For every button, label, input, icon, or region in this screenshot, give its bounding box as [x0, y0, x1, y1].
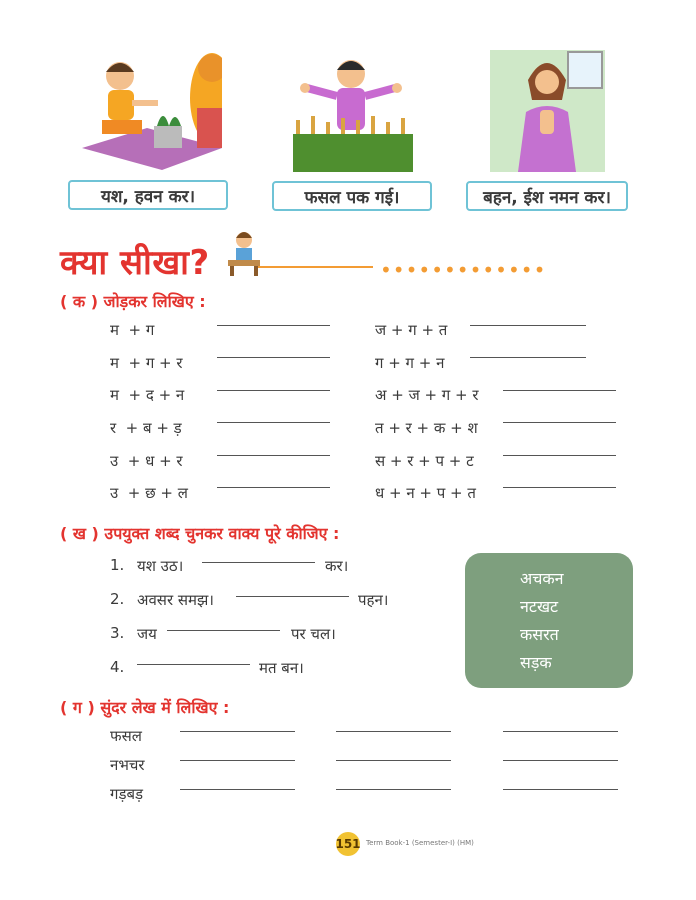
- word-box-item: अचकन: [520, 569, 564, 588]
- a-right-answer-line[interactable]: [470, 357, 586, 358]
- a-right-answer-line[interactable]: [503, 455, 616, 456]
- c-write-line[interactable]: [180, 789, 295, 790]
- caption-1: यश, हवन कर।: [68, 180, 228, 210]
- c-write-line[interactable]: [180, 760, 295, 761]
- word-box-item: सड़क: [520, 653, 552, 672]
- heading-dots: •••••••••••••: [380, 258, 547, 282]
- a-right-3: अ + ज + ग + र: [375, 386, 479, 404]
- word-box: [465, 553, 633, 688]
- a-left-3: म + द + न: [110, 386, 185, 404]
- c-word-3: गड़बड़: [110, 785, 144, 803]
- word-box-item: नटखट: [520, 597, 559, 616]
- a-left-1: म + ग: [110, 321, 155, 339]
- a-left-answer-line[interactable]: [217, 455, 330, 456]
- c-write-line[interactable]: [503, 731, 618, 732]
- a-right-answer-line[interactable]: [503, 422, 616, 423]
- a-left-answer-line[interactable]: [217, 487, 330, 488]
- b-post-4: मत बन।: [259, 659, 304, 677]
- boy-havan-illustration: [72, 48, 222, 173]
- a-left-4: र + ब + ड़: [110, 419, 182, 437]
- section-a-title: ( क ) जोड़कर लिखिए :: [60, 292, 206, 311]
- b-num-3: 3.: [110, 624, 125, 642]
- a-left-answer-line[interactable]: [217, 325, 330, 326]
- b-pre-1: यश उठ।: [137, 557, 184, 575]
- c-write-line[interactable]: [503, 760, 618, 761]
- b-pre-3: जय: [137, 625, 157, 643]
- c-word-1: फसल: [110, 727, 142, 745]
- b-num-4: 4.: [110, 658, 125, 676]
- c-write-line[interactable]: [180, 731, 295, 732]
- boy-at-desk-icon: [226, 228, 262, 276]
- page-number: 151: [336, 832, 360, 856]
- b-blank-4[interactable]: [137, 664, 250, 665]
- b-num-2: 2.: [110, 590, 125, 608]
- a-right-answer-line[interactable]: [503, 390, 616, 391]
- page-heading: क्या सीखा?: [60, 243, 210, 283]
- a-right-2: ग + ग + न: [375, 354, 445, 372]
- a-left-answer-line[interactable]: [217, 422, 330, 423]
- a-left-answer-line[interactable]: [217, 390, 330, 391]
- a-left-5: उ + ध + र: [110, 452, 183, 470]
- b-blank-1[interactable]: [202, 562, 315, 563]
- footer-text: Term Book-1 (Semester-I) (HM): [366, 839, 474, 847]
- a-right-1: ज + ग + त: [375, 321, 448, 339]
- section-b-title: ( ख ) उपयुक्त शब्द चुनकर वाक्य पूरे कीजिए :: [60, 524, 340, 543]
- b-num-1: 1.: [110, 556, 125, 574]
- c-write-line[interactable]: [336, 731, 451, 732]
- b-post-3: पर चल।: [291, 625, 336, 643]
- a-left-2: म + ग + र: [110, 354, 183, 372]
- section-c-title: ( ग ) सुंदर लेख में लिखिए :: [60, 698, 230, 717]
- a-right-4: त + र + क + श: [375, 419, 478, 437]
- girl-namaste-illustration: [490, 50, 605, 172]
- b-post-2: पहन।: [358, 591, 389, 609]
- a-left-6: उ + छ + ल: [110, 484, 188, 502]
- b-pre-2: अवसर समझ।: [137, 591, 214, 609]
- caption-3: बहन, ईश नमन कर।: [466, 181, 628, 211]
- word-box-item: कसरत: [520, 625, 559, 644]
- a-right-answer-line[interactable]: [470, 325, 586, 326]
- a-right-5: स + र + प + ट: [375, 452, 474, 470]
- c-write-line[interactable]: [336, 760, 451, 761]
- a-right-6: ध + न + प + त: [375, 484, 476, 502]
- a-left-answer-line[interactable]: [217, 357, 330, 358]
- b-blank-2[interactable]: [236, 596, 349, 597]
- c-word-2: नभचर: [110, 756, 145, 774]
- caption-2: फसल पक गई।: [272, 181, 432, 211]
- boy-crop-field-illustration: [293, 52, 413, 172]
- heading-rule: [258, 266, 373, 268]
- a-right-answer-line[interactable]: [503, 487, 616, 488]
- b-blank-3[interactable]: [167, 630, 280, 631]
- c-write-line[interactable]: [503, 789, 618, 790]
- c-write-line[interactable]: [336, 789, 451, 790]
- b-post-1: कर।: [325, 557, 349, 575]
